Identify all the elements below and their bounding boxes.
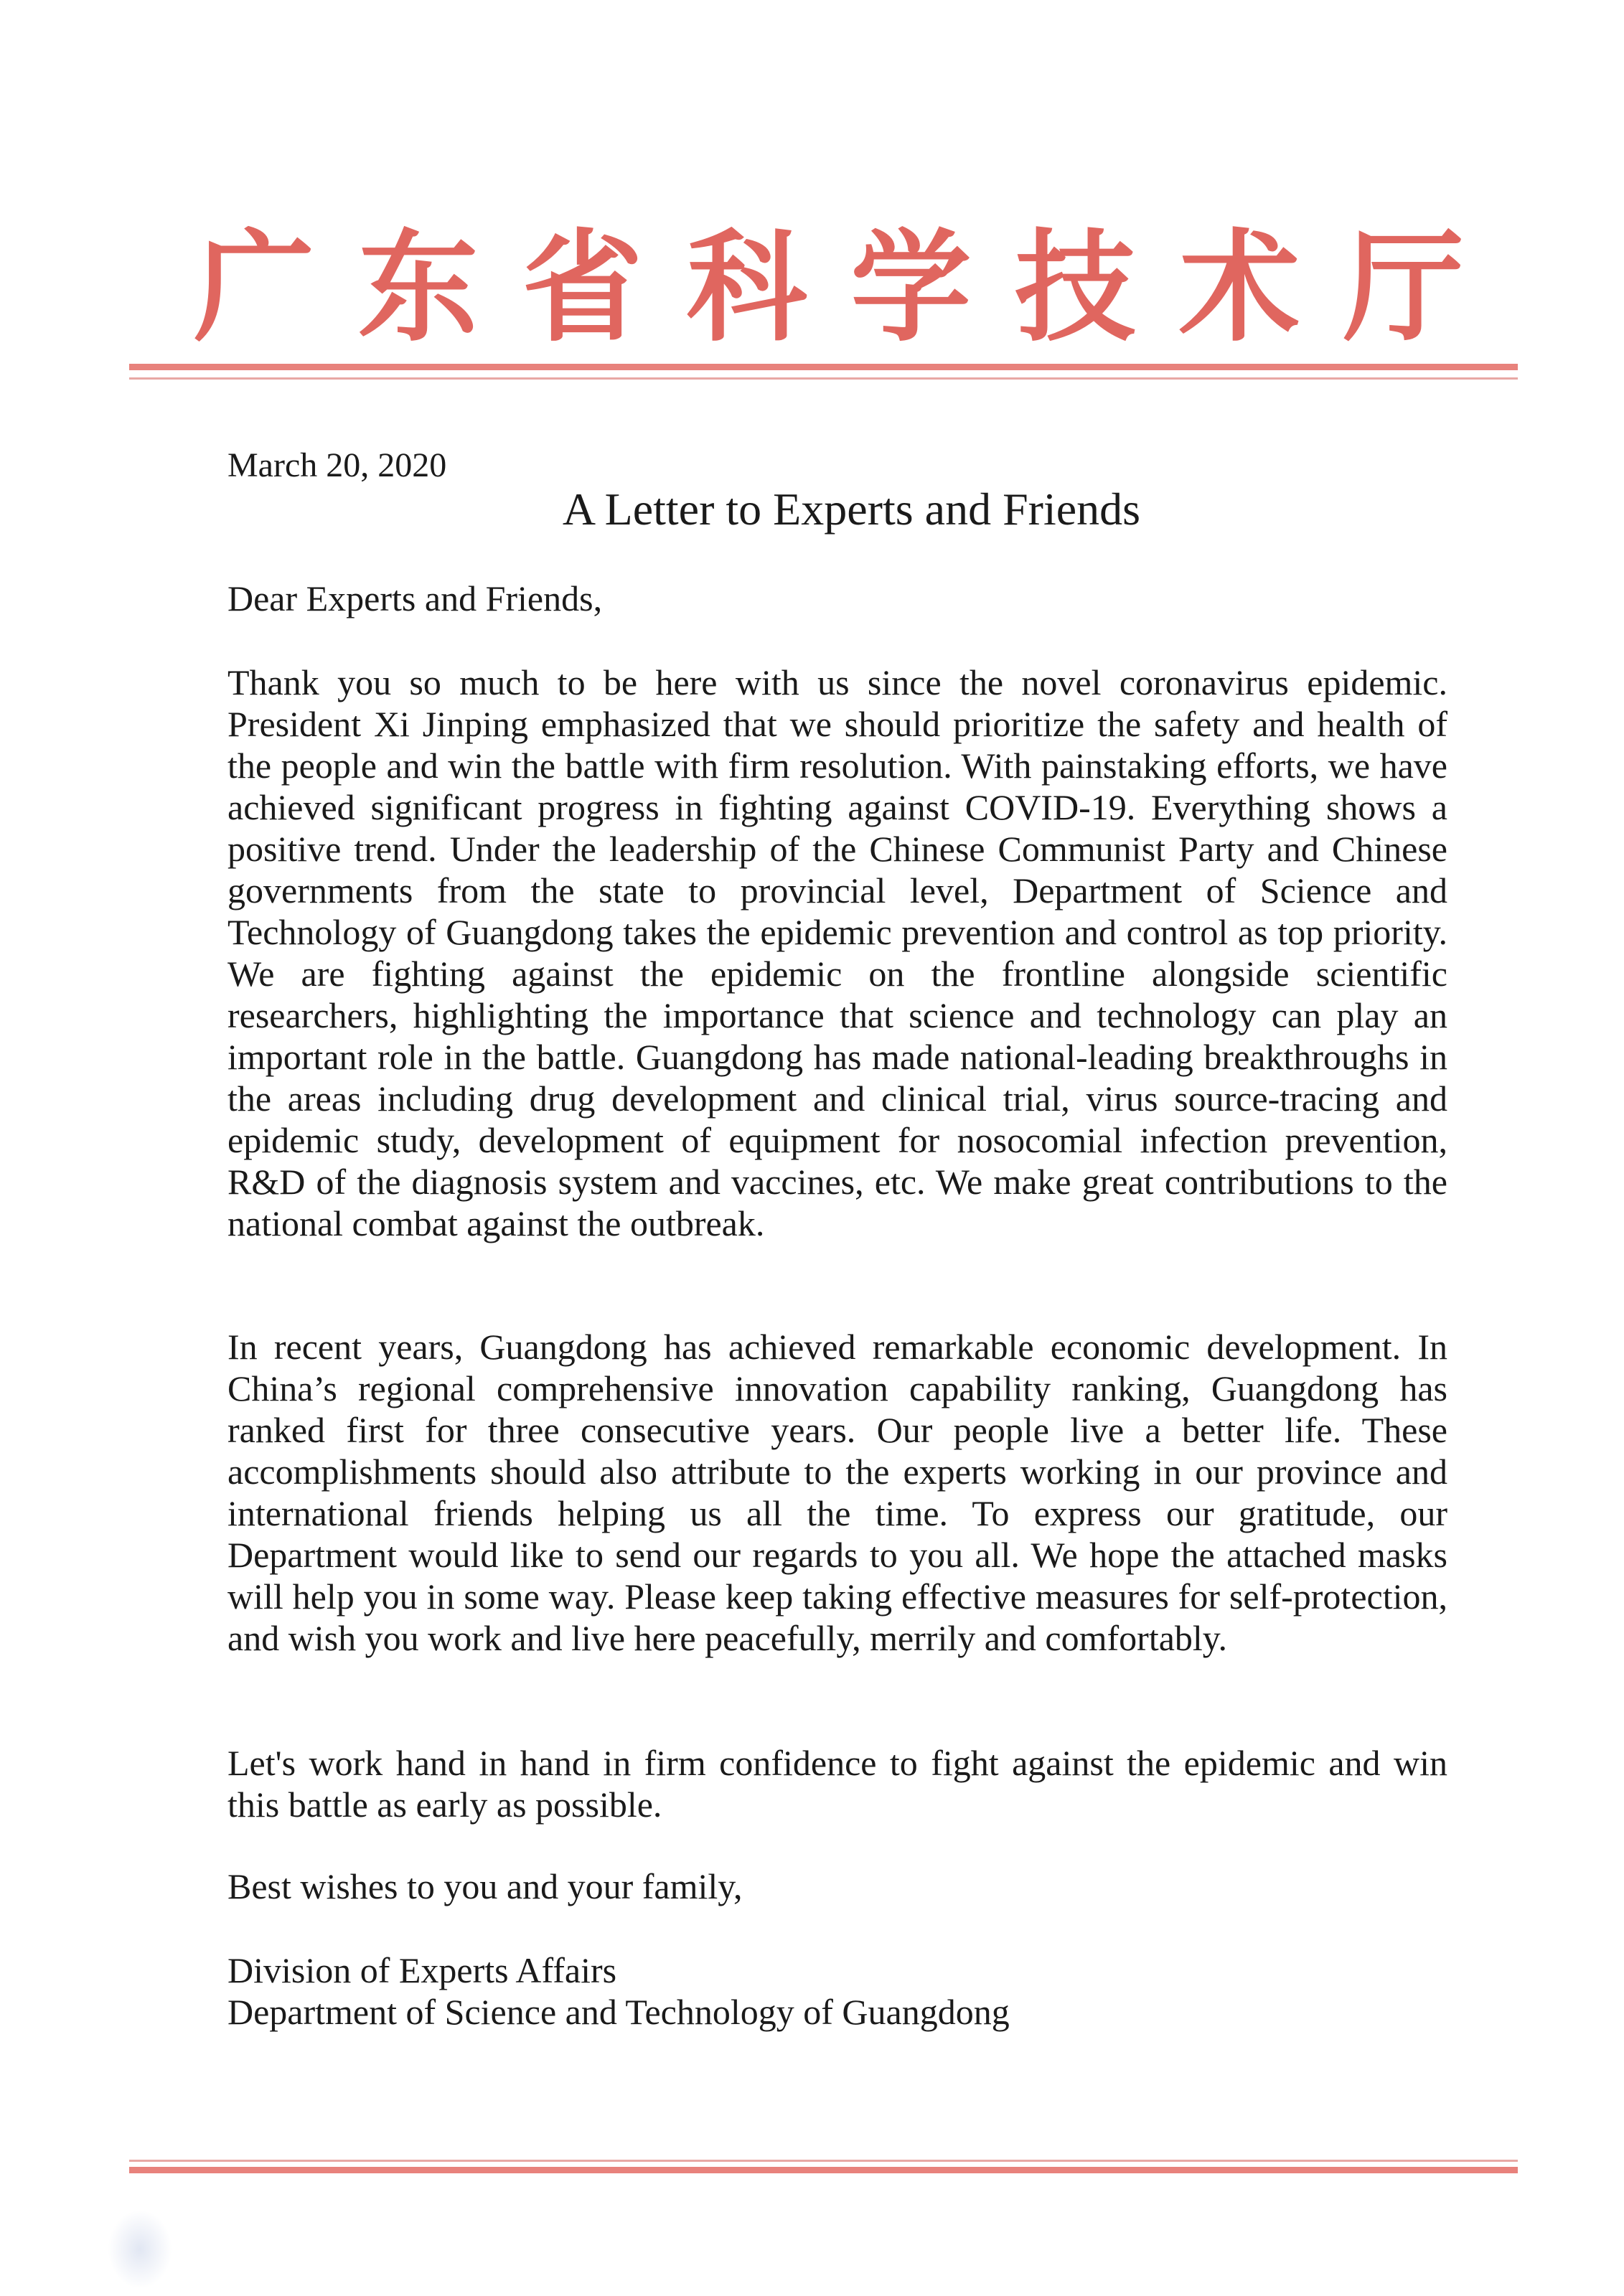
letterhead-char: 技 [1015,216,1136,358]
letter-date: March 20, 2020 [227,446,447,484]
body-paragraph: In recent years, Guangdong has achieved remarkable economic development. In China’s regional comprehensive innovation capability ranking, Guangdong has ranked first for three consecutive years. Our people live a better life. These accomplishments should also attribute to the experts working in our province and international friends helping us all the time. To express our gratitude, our Department would like to send our regards to you all. We hope the attached masks will help you in some way. Please keep taking effective measures for self-protection, and wish you work and live here peacefully, merrily and comfortably. [227,1327,1447,1658]
letterhead [194,216,1464,358]
letterhead-char: 省 [522,216,643,358]
header-rule-thin [129,377,1518,380]
signature-division: Division of Experts Affairs [227,1950,617,1990]
letterhead-char: 学 [850,216,972,358]
header-rule-thick [129,364,1518,370]
signature-department: Department of Science and Technology of Guangdong [227,1992,1010,2032]
letterhead-char: 科 [686,216,807,358]
letterhead-char: 广 [194,216,314,358]
faint-stamp-mark [108,2210,172,2289]
letterhead-char: 术 [1179,216,1300,358]
body-paragraph: Thank you so much to be here with us since the novel coronavirus epidemic. President Xi Jinping emphasized that we should prioritize the safety and health of the people and win the battle with firm resolution. With painstaking efforts, we have achieved significant progress in fighting against COVID-19. Everything shows a positive trend. Under the leadership of the Chinese Communist Party and Chinese governments from the state to provincial level, Department of Science and Technology of Guangdong takes the epidemic prevention and control as top priority. We are fighting against the epidemic on the frontline alongside scientific researchers, highlighting the importance that science and technology can play an important role in the battle. Guangdong has made national-leading breakthroughs in the areas including drug development and clinical trial, virus source-tracing and epidemic study, development of equipment for nosocomial infection prevention, R&D of the diagnosis system and vaccines, etc. We make great contributions to the national combat against the outbreak. [227,662,1447,1243]
signature [227,1949,1447,2033]
letterhead-char: 东 [357,216,479,358]
closing: Best wishes to you and your family, [227,1866,743,1906]
salutation: Dear Experts and Friends, [227,578,603,618]
footer-rule-thick [129,2167,1518,2173]
body-paragraph: Let's work hand in hand in firm confidence to fight against the epidemic and win this battle as early as possible. [227,1743,1447,1825]
letter-title: A Letter to Experts and Friends [562,484,1141,535]
letterhead-char: 厅 [1343,216,1464,358]
footer-rule-thin [129,2160,1518,2162]
